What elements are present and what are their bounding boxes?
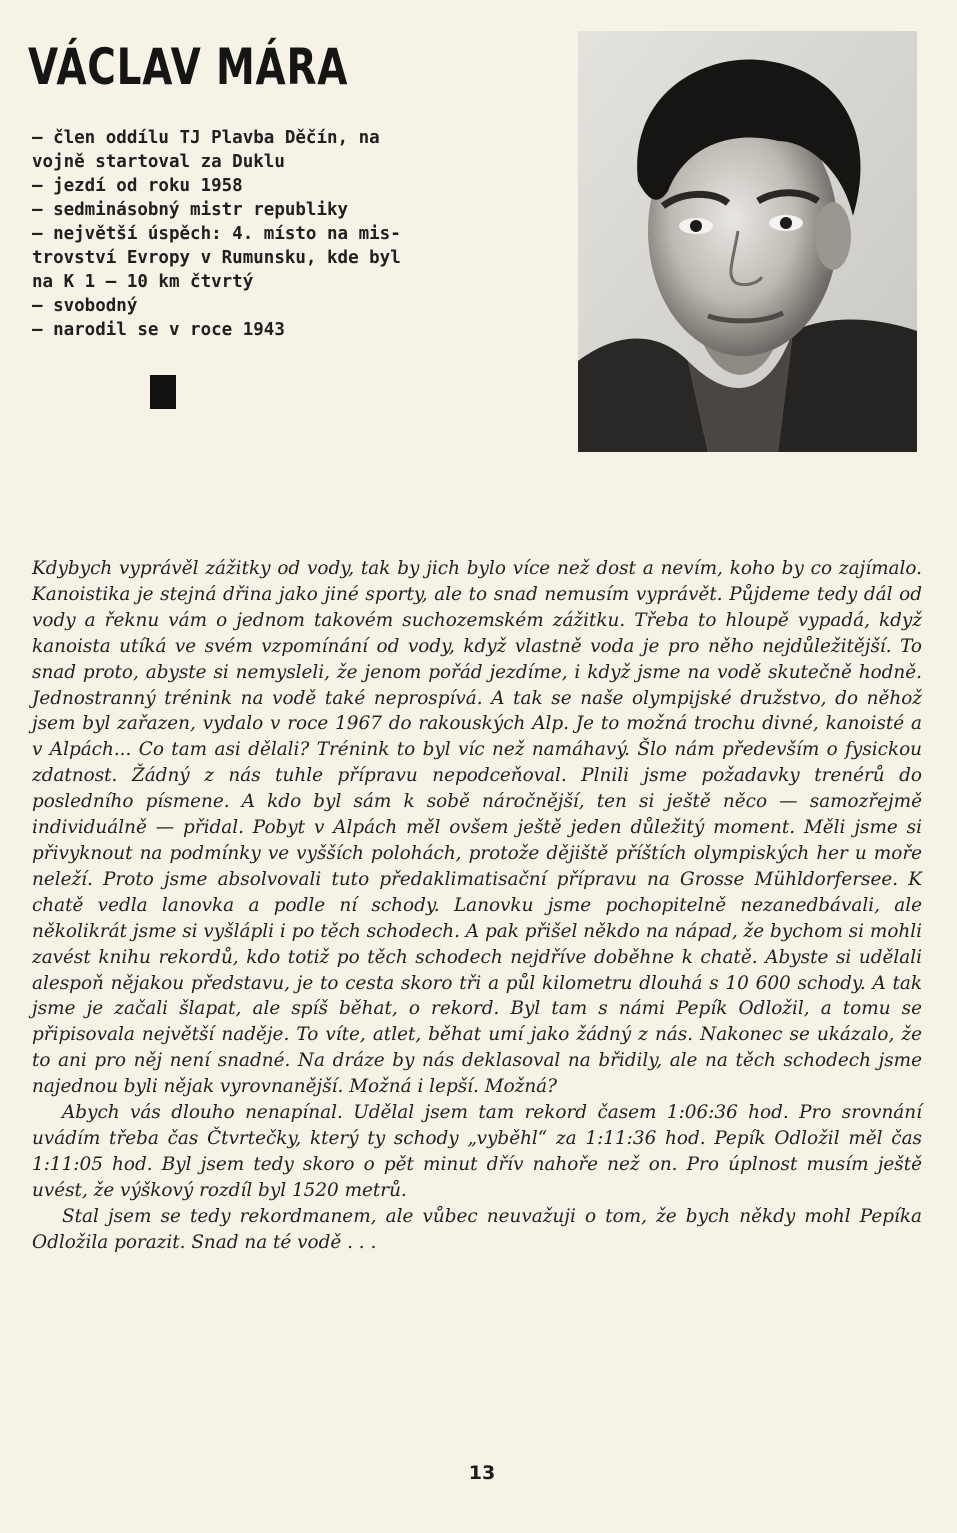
athlete-portrait-photo xyxy=(578,31,917,452)
black-square-marker xyxy=(150,375,176,409)
athlete-name-heading: VÁCLAV MÁRA xyxy=(28,38,349,96)
fact-line: — největší úspěch: 4. místo na mis- xyxy=(32,224,401,244)
page-number: 13 xyxy=(468,1462,496,1484)
fact-line: — sedminásobný mistr republiky xyxy=(32,200,349,220)
fact-line: — člen oddílu TJ Plavba Děčín, na xyxy=(32,128,380,148)
story-text xyxy=(32,556,922,1255)
fact-line: na K 1 — 10 km čtvrtý xyxy=(32,272,254,292)
story-paragraph: Stal jsem se tedy rekordmanem, ale vůbec neuvažuji o tom, že bych někdy mohl Pepíka Odložila porazit. Snad na té vodě . . . xyxy=(32,1205,922,1253)
fact-line: — narodil se v roce 1943 xyxy=(32,320,285,340)
athlete-facts-list xyxy=(32,126,472,342)
fact-line: trovství Evropy v Rumunsku, kde byl xyxy=(32,248,401,268)
fact-line: — svobodný xyxy=(32,296,138,316)
fact-line: vojně startoval za Duklu xyxy=(32,152,285,172)
story-paragraph: Kdybych vyprávěl zážitky od vody, tak by jich bylo více než dost a nevím, koho by co zajímalo. Kanoistika je stejná dřina jako jiné sporty, ale to snad nemusím vyprávět. Půjdeme tedy dál od vody a řeknu vám o jednom takovém suchozemském zážitku. Třeba to hloupě vypadá, když kanoista utíká ve svém vzpomínání od vody, když vlastně voda je pro něho nejdůležitější. To snad proto, abyste si nemysleli, že jenom pořád jezdíme, i když jsme na vodě skutečně hodně. Jednostranný trénink na vodě také neprospívá. A tak se naše olympijské družstvo, do něhož jsem byl zařazen, vydalo v roce 1967 do rakouských Alp. Je to možná trochu divné, kanoisté a v Alpách... Co tam asi dělali? Trénink to byl víc než namáhavý. Šlo nám především o fysickou zdatnost. Žádný z nás tuhle přípravu nepodceňoval. Plnili jsme požadavky trenérů do posledního písmene. A kdo byl sám k sobě náročnější, ten si ještě něco — samozřejmě individuálně — přidal. Pobyt v Alpách měl ovšem ještě jeden důležitý moment. Měli jsme si přivyknout na podmínky ve vyšších polohách, protože dějiště příštích olympiských her u moře neleží. Proto jsme absolvovali tuto předaklimatisační přípravu na Grosse Mühldorfersee. K chatě vedla lanovka a podle ní schody. Lanovku jsme pochopitelně nezanedbávali, ale několikrát jsme si vyšlápli i po těch schodech. A pak přišel někdo na nápad, že bychom si mohli zavést knihu rekordů, kdo totiž po těch schodech nejdříve doběhne k chatě. Abyste si udělali alespoň nějakou představu, je to cesta skoro tři a půl kilometru dlouhá s 10 600 schody. A tak jsme je začali šlapat, ale spíš běhat, o rekord. Byl tam s námi Pepík Odložil, a tomu se připisovala největší naděje. To víte, atlet, běhat umí jako žádný z nás. Nakonec se ukázalo, že to ani pro něj není snadné. Na dráze by nás deklasoval na břidily, ale na těch schodech jsme najednou byli nějak vyrovnanější. Možná i lepší. Možná? xyxy=(32,558,922,1098)
fact-line: — jezdí od roku 1958 xyxy=(32,176,243,196)
story-paragraph: Abych vás dlouho nenapínal. Udělal jsem tam rekord časem 1:06:36 hod. Pro srovnání uvádím třeba čas Čtvrtečky, který ty schody „vyběhl“ za 1:11:36 hod. Pepík Odložil měl čas 1:11:05 hod. Byl jsem tedy skoro o pět minut dřív nahoře než on. Pro úplnost musím ještě uvést, že výškový rozdíl byl 1520 metrů. xyxy=(32,1102,922,1201)
